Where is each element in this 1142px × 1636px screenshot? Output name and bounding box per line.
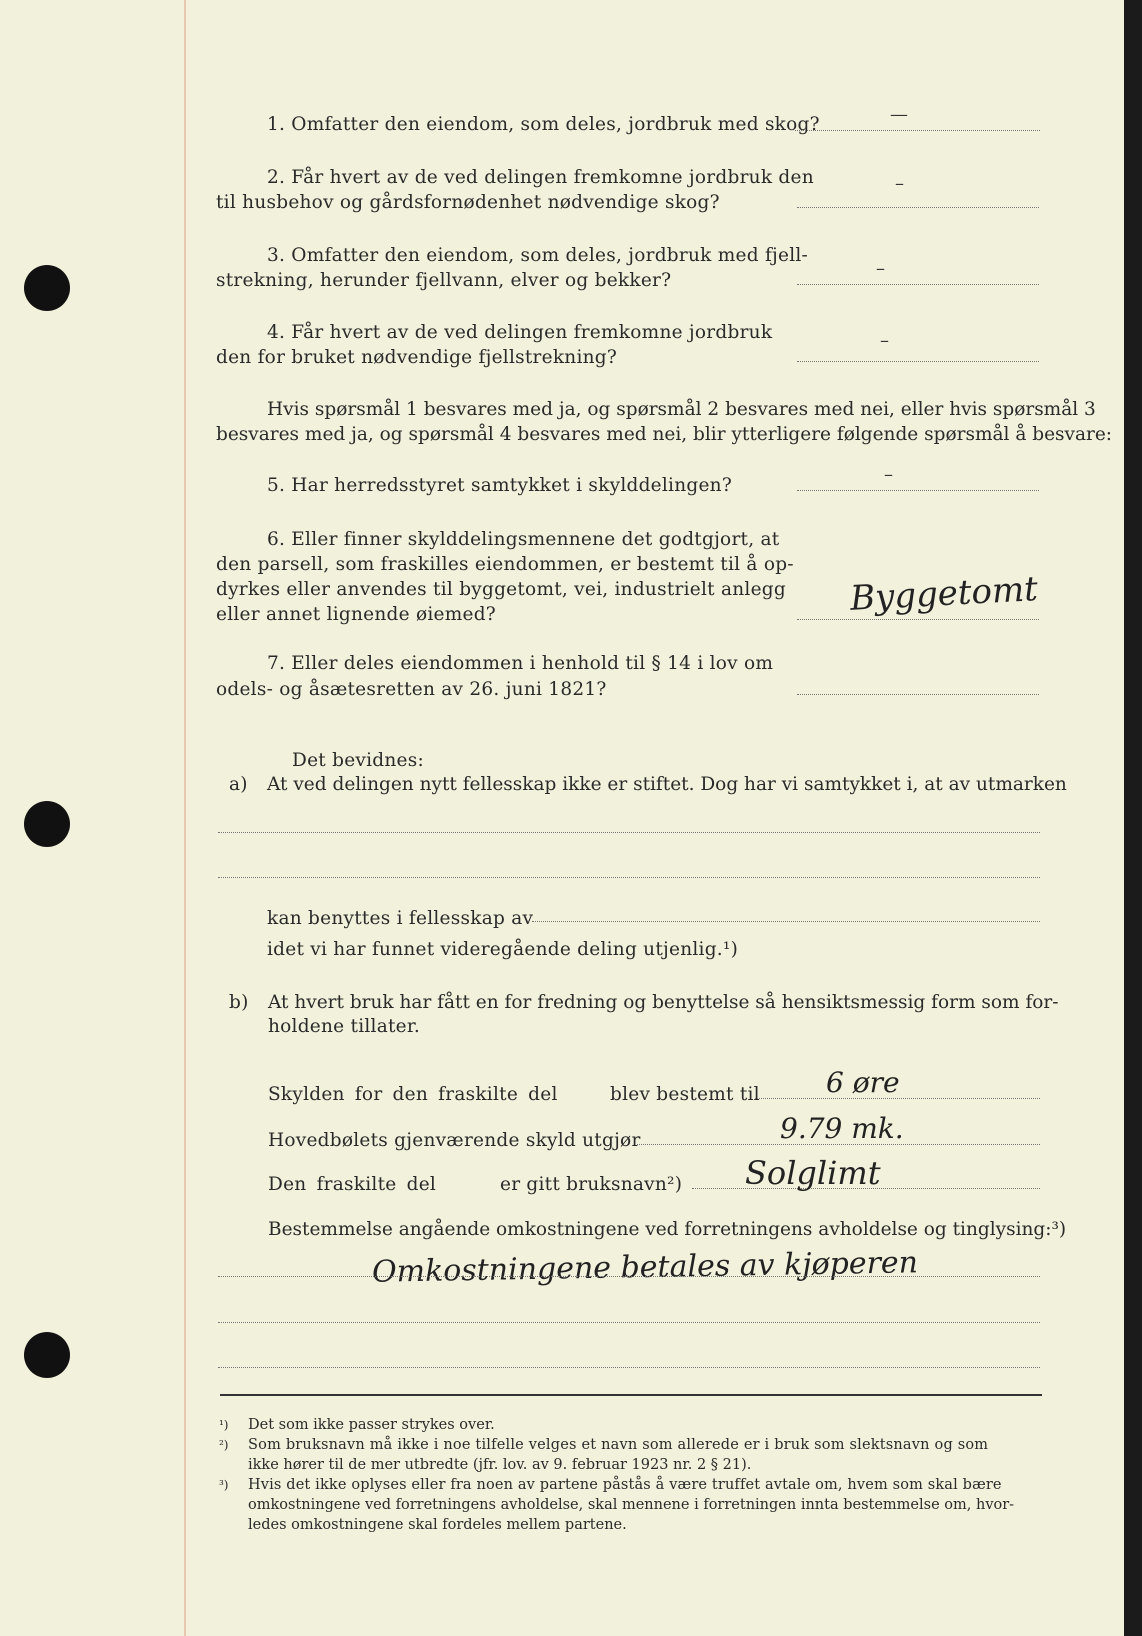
- certify-a-idet: idet vi har funnet videregående deling utjenlig.¹): [267, 939, 739, 960]
- answer-line-1: [795, 130, 1040, 131]
- answer-4: –: [880, 330, 889, 351]
- answer-5: –: [884, 464, 893, 485]
- question-1: 1. Omfatter den eiendom, som deles, jordbruk med skog?: [267, 114, 820, 135]
- certify-a-kan: kan benyttes i fellesskap av: [267, 908, 534, 929]
- answer-line: [218, 1276, 1040, 1277]
- blank-line: [218, 1367, 1040, 1368]
- question-3-line-1: 3. Omfatter den eiendom, som deles, jordbruk med fjell-: [267, 245, 809, 266]
- question-7-line-2: odels- og åsætesretten av 26. juni 1821?: [216, 679, 607, 700]
- certify-b-label: b): [229, 992, 249, 1013]
- skyld-label-b: blev bestemt til: [610, 1084, 760, 1105]
- footnote-2-marker: ²): [219, 1438, 229, 1452]
- question-2-line-2: til husbehov og gårdsfornødenhet nødvendige skog?: [216, 192, 720, 213]
- footnote-rule: [220, 1394, 1042, 1396]
- answer-1: —: [890, 104, 908, 125]
- blank-line: [218, 832, 1040, 833]
- hovedbol-label: Hovedbølets gjenværende skyld utgjør: [268, 1130, 641, 1151]
- footnote-1-marker: ¹): [219, 1418, 229, 1432]
- bruksnavn-label: Den fraskilte del: [268, 1174, 437, 1195]
- footnote-3-marker: ³): [219, 1478, 229, 1492]
- footnote-1: Det som ikke passer strykes over.: [248, 1417, 495, 1433]
- margin-line: [184, 0, 186, 1636]
- footnote-3-line-3: ledes omkostningene skal fordeles mellem partene.: [248, 1517, 627, 1533]
- certify-b-line-2: holdene tillater.: [268, 1016, 421, 1037]
- omkostning-value-handwritten: Omkostningene betales av kjøperen: [371, 1245, 919, 1290]
- question-3-line-2: strekning, herunder fjellvann, elver og bekker?: [216, 270, 672, 291]
- skyld-value-handwritten: 6 øre: [826, 1066, 900, 1099]
- certify-heading: Det bevidnes:: [292, 750, 424, 771]
- blank-line: [218, 877, 1040, 878]
- footnote-3-line-2: omkostningene ved forretningens avholdelse, skal mennene i forretningen innta bestemmelse om, hvor-: [248, 1497, 1015, 1513]
- bruksnavn-value-handwritten: Solglimt: [745, 1154, 881, 1192]
- question-2-line-1: 2. Får hvert av de ved delingen fremkomne jordbruk den: [267, 167, 814, 188]
- certify-a-label: a): [229, 774, 248, 795]
- answer-line-4: [797, 361, 1039, 362]
- blank-line: [532, 921, 1040, 922]
- answer-3: –: [876, 258, 885, 279]
- skyld-label: Skylden for den fraskilte del: [268, 1084, 558, 1105]
- certify-b-line-1: At hvert bruk har fått en for fredning og benyttelse så hensiktsmessig form som for-: [268, 992, 1059, 1013]
- question-7-line-1: 7. Eller deles eiendommen i henhold til § 14 i lov om: [267, 653, 774, 674]
- answer-line-3: [797, 284, 1039, 285]
- conditional-intro-line-1: Hvis spørsmål 1 besvares med ja, og spørsmål 2 besvares med nei, eller hvis spørsmål 3: [267, 399, 1096, 420]
- blank-line: [218, 1322, 1040, 1323]
- answer-line-7: [797, 694, 1039, 695]
- answer-6-handwritten: Byggetomt: [849, 569, 1039, 619]
- punch-hole: [24, 265, 70, 311]
- conditional-intro-line-2: besvares med ja, og spørsmål 4 besvares med nei, blir ytterligere følgende spørsmål å besvare:: [216, 424, 1113, 445]
- bruksnavn-label-b: er gitt bruksnavn²): [500, 1174, 683, 1195]
- footnote-3-line-1: Hvis det ikke oplyses eller fra noen av partene påstås å være truffet avtale om, hvem som skal bære: [248, 1477, 1002, 1493]
- footnote-2-line-1: Som bruksnavn må ikke i noe tilfelle velges et navn som allerede er i bruk som slektsnavn og som: [248, 1437, 989, 1453]
- question-4-line-2: den for bruket nødvendige fjellstrekning?: [216, 347, 618, 368]
- certify-a-text: At ved delingen nytt fellesskap ikke er stiftet. Dog har vi samtykket i, at av utmarken: [267, 774, 1067, 795]
- answer-line-2: [797, 207, 1039, 208]
- hovedbol-value-handwritten: 9.79 mk.: [780, 1112, 904, 1145]
- omkostning-label: Bestemmelse angående omkostningene ved forretningens avholdelse og tinglysing:³): [268, 1219, 1067, 1240]
- question-6-line-4: eller annet lignende øiemed?: [216, 604, 496, 625]
- question-5: 5. Har herredsstyret samtykket i skylddelingen?: [267, 475, 732, 496]
- footnote-2-line-2: ikke hører til de mer utbredte (jfr. lov. av 9. februar 1923 nr. 2 § 21).: [248, 1457, 752, 1473]
- question-6-line-1: 6. Eller finner skylddelingsmennene det godtgjort, at: [267, 529, 780, 550]
- punch-hole: [24, 801, 70, 847]
- answer-line-5: [797, 490, 1039, 491]
- scan-edge: [1124, 0, 1142, 1636]
- punch-hole: [24, 1332, 70, 1378]
- question-6-line-2: den parsell, som fraskilles eiendommen, er bestemt til å op-: [216, 554, 794, 575]
- answer-line-6: [797, 619, 1039, 620]
- answer-2: –: [895, 173, 904, 194]
- question-6-line-3: dyrkes eller anvendes til byggetomt, vei, industrielt anlegg: [216, 579, 786, 600]
- question-4-line-1: 4. Får hvert av de ved delingen fremkomne jordbruk: [267, 322, 773, 343]
